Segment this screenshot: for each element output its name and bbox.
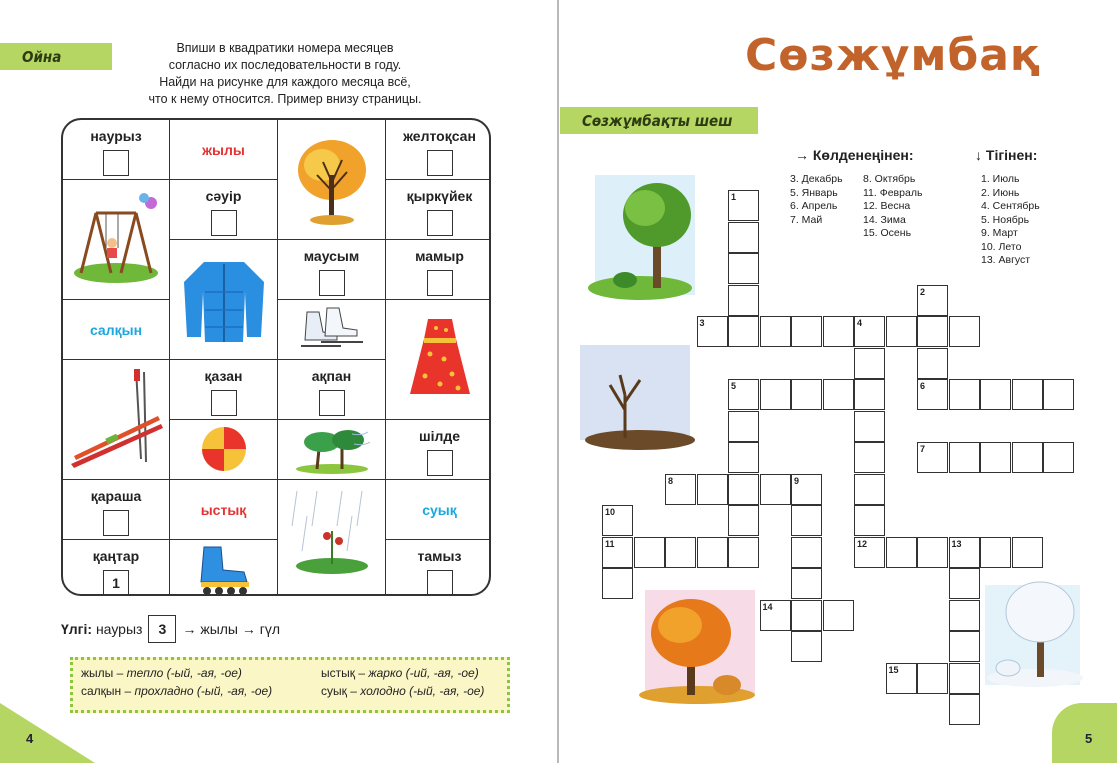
- month-label: ақпан: [311, 368, 352, 384]
- crossword-cell[interactable]: [980, 442, 1011, 473]
- cell-swings: [63, 180, 170, 300]
- crossword-cell[interactable]: [949, 568, 980, 599]
- cell-aqpan: [278, 360, 386, 420]
- cell-ystyq: [170, 480, 278, 540]
- crossword-cell[interactable]: [823, 379, 854, 410]
- crossword-cell[interactable]: [760, 316, 791, 347]
- crossword-cell[interactable]: [917, 537, 948, 568]
- crossword-cell[interactable]: [1012, 379, 1043, 410]
- down-heading: ↓ Тігінен:: [975, 147, 1038, 163]
- glossary-item: салқын – прохладно (-ый, -ая, -ое): [81, 684, 273, 698]
- clue-number: 8: [668, 475, 674, 486]
- example-word: наурыз: [95, 621, 143, 637]
- cell-sauir: [170, 180, 278, 240]
- cell-zhyly: [170, 120, 278, 180]
- across-clues-col1: 3. Декабрь 5. Январь 6. Апрель 7. Май: [790, 173, 843, 226]
- month-label: сәуір: [205, 188, 242, 204]
- example-box: 3: [148, 615, 176, 643]
- answer-box[interactable]: [427, 210, 453, 236]
- cell-shilde: [386, 420, 491, 480]
- cell-windy-trees: [278, 420, 386, 480]
- answer-box[interactable]: [427, 150, 453, 176]
- crossword-cell[interactable]: [854, 505, 885, 536]
- crossword-cell[interactable]: [728, 222, 759, 253]
- crossword-cell[interactable]: [728, 537, 759, 568]
- crossword-cell[interactable]: [665, 537, 696, 568]
- autumn-tree-icon: [635, 585, 760, 710]
- month-label: желтоқсан: [403, 128, 476, 144]
- crossword-cell[interactable]: [728, 253, 759, 284]
- clue-number: 11: [605, 538, 615, 549]
- crossword-cell[interactable]: [791, 568, 822, 599]
- answer-box[interactable]: [103, 150, 129, 176]
- clue-number: 6: [920, 381, 926, 391]
- clue-number: 5: [731, 381, 737, 391]
- crossword-cell[interactable]: [728, 285, 759, 316]
- cell-zheltoqsan: [386, 120, 491, 180]
- answer-box[interactable]: [103, 510, 129, 536]
- cell-qazan: [170, 360, 278, 420]
- skis-icon: [66, 364, 166, 474]
- example-label: Үлгі:: [61, 621, 93, 637]
- crossword-cell[interactable]: [728, 442, 759, 473]
- crossword-cell[interactable]: [602, 568, 633, 599]
- month-label: шілде: [418, 428, 461, 444]
- glossary-box: [70, 657, 510, 713]
- crossword-cell[interactable]: [791, 537, 822, 568]
- example-rest: → жылы → гүл: [182, 621, 281, 637]
- crossword-cell[interactable]: [791, 316, 822, 347]
- clue-number: 10: [605, 507, 616, 517]
- clue-number: 7: [920, 444, 926, 454]
- crossword-cell[interactable]: [1012, 537, 1043, 568]
- crossword-cell[interactable]: [791, 379, 822, 410]
- month-label: маусым: [303, 248, 360, 264]
- answer-box[interactable]: [319, 390, 345, 416]
- autumn-tree-icon: [287, 130, 377, 230]
- game-tag: Ойна: [0, 43, 112, 70]
- cell-jacket: [170, 240, 278, 360]
- clue-number: 2: [920, 286, 926, 297]
- cell-suyq: [386, 480, 491, 540]
- crossword-cell[interactable]: [728, 505, 759, 536]
- page-corner-left: [0, 703, 95, 763]
- cell-mausym: [278, 240, 386, 300]
- answer-box[interactable]: [427, 450, 453, 476]
- page-divider: [557, 0, 559, 763]
- across-heading: → Көлденеңінен:: [795, 147, 914, 163]
- clue-number: 14: [762, 601, 773, 612]
- down-clues: 1. Июль 2. Июнь 4. Сентябрь 5. Ноябрь 9. Март 10. Лето 13. Август: [981, 173, 1040, 266]
- crossword-cell[interactable]: [949, 631, 980, 662]
- crossword-cell[interactable]: [697, 474, 728, 505]
- month-label: қыркүйек: [406, 188, 473, 204]
- crossword-cell[interactable]: [728, 316, 759, 347]
- crossword-cell[interactable]: [917, 316, 948, 347]
- crossword-cell[interactable]: [791, 505, 822, 536]
- crossword-cell[interactable]: [980, 537, 1011, 568]
- crossword-cell[interactable]: [760, 379, 791, 410]
- crossword-cell[interactable]: [854, 474, 885, 505]
- cell-ball: [170, 420, 278, 480]
- month-label: наурыз: [90, 128, 142, 144]
- crossword-cell[interactable]: [949, 694, 980, 725]
- clue-number: 15: [888, 664, 899, 675]
- month-grid: [61, 118, 491, 596]
- crossword-cell[interactable]: [886, 316, 917, 347]
- jacket-icon: [179, 252, 269, 347]
- crossword-cell[interactable]: [791, 600, 822, 631]
- crossword-cell[interactable]: [917, 348, 948, 379]
- cell-qarasha: [63, 480, 170, 540]
- example-line: [61, 615, 280, 643]
- weather-word: суық: [422, 502, 457, 518]
- answer-box[interactable]: [427, 570, 453, 596]
- winter-tree-icon: [980, 570, 1085, 690]
- crossword-cell[interactable]: [1043, 379, 1074, 410]
- answer-box[interactable]: [427, 270, 453, 296]
- crossword-cell[interactable]: [854, 379, 885, 410]
- weather-word: салқын: [89, 322, 143, 338]
- roller-skates-icon: [189, 542, 259, 596]
- month-label: қаңтар: [92, 548, 140, 564]
- swings-icon: [66, 188, 166, 288]
- clue-number: 12: [857, 538, 868, 549]
- cell-dress: [386, 300, 491, 420]
- cell-qyrkuiek: [386, 180, 491, 240]
- crossword-cell[interactable]: [854, 348, 885, 379]
- dress-icon: [400, 314, 480, 404]
- glossary-item: ыстық – жарко (-ий, -ая, -ое): [321, 666, 479, 680]
- answer-box[interactable]: [211, 210, 237, 236]
- cell-rain-flower: [278, 480, 386, 596]
- crossword-cell[interactable]: [728, 474, 759, 505]
- instructions: Впиши в квадратики номера месяцев согласно их последовательности в году. Найди на рисунке для каждого месяца всё, что к нему относится. Пример внизу страницы.: [148, 41, 422, 106]
- weather-word: ыстық: [200, 502, 247, 518]
- crossword-cell[interactable]: [854, 442, 885, 473]
- page-number-left: 4: [26, 731, 34, 746]
- glossary-item: суық – холодно (-ый, -ая, -ое): [321, 684, 485, 698]
- cell-rollerskates: [170, 540, 278, 596]
- crossword-cell[interactable]: [886, 537, 917, 568]
- glossary-item: жылы – тепло (-ый, -ая, -ое): [81, 666, 242, 680]
- page-title: Сөзжұмбақ: [745, 30, 1041, 81]
- month-label: қараша: [90, 488, 142, 504]
- crossword-cell[interactable]: [949, 442, 980, 473]
- page-number-right: 5: [1085, 731, 1093, 746]
- clue-number: 13: [951, 538, 962, 549]
- cell-salqyn: [63, 300, 170, 360]
- crossword-cell[interactable]: [854, 411, 885, 442]
- answer-box[interactable]: 1: [103, 570, 129, 596]
- cell-nauryz: [63, 120, 170, 180]
- ball-icon: [199, 424, 249, 474]
- cell-qantar: [63, 540, 170, 596]
- cell-autumn-tree: [278, 120, 386, 240]
- cell-skis: [63, 360, 170, 480]
- crossword-cell[interactable]: [823, 316, 854, 347]
- crossword-cell[interactable]: [980, 379, 1011, 410]
- month-label: мамыр: [415, 248, 464, 264]
- cell-skates: [278, 300, 386, 360]
- crossword-cell[interactable]: [949, 663, 980, 694]
- ice-skates-icon: [297, 304, 367, 354]
- across-clues-col2: 8. Октябрь 11. Февраль 12. Весна 14. Зима 15. Осень: [863, 173, 923, 239]
- bare-tree-icon: [575, 340, 695, 455]
- cell-mamyr: [386, 240, 491, 300]
- answer-box[interactable]: [319, 270, 345, 296]
- crossword-cell[interactable]: [949, 316, 980, 347]
- crossword-cell[interactable]: [917, 663, 948, 694]
- crossword-cell[interactable]: [634, 537, 665, 568]
- summer-tree-icon: [585, 170, 700, 305]
- crossword-cell[interactable]: [1012, 442, 1043, 473]
- month-label: тамыз: [417, 548, 462, 564]
- crossword-cell[interactable]: [791, 631, 822, 662]
- clue-number: 9: [794, 475, 800, 486]
- cell-tamyz: [386, 540, 491, 596]
- clue-number: 1: [731, 192, 737, 202]
- answer-box[interactable]: [211, 390, 237, 416]
- clue-number: 3: [699, 318, 705, 328]
- crossword-cell[interactable]: [823, 600, 854, 631]
- crossword-cell[interactable]: [728, 411, 759, 442]
- crossword-cell[interactable]: [949, 600, 980, 631]
- weather-word: жылы: [202, 142, 245, 158]
- windy-trees-icon: [292, 424, 372, 474]
- clue-number: 4: [857, 318, 863, 328]
- rain-flower-icon: [287, 486, 377, 586]
- crossword-cell[interactable]: [697, 537, 728, 568]
- crossword-tag: Сөзжұмбақты шеш: [560, 107, 758, 134]
- crossword-cell[interactable]: [760, 474, 791, 505]
- crossword-cell[interactable]: [1043, 442, 1074, 473]
- crossword-cell[interactable]: [949, 379, 980, 410]
- month-label: қазан: [204, 368, 243, 384]
